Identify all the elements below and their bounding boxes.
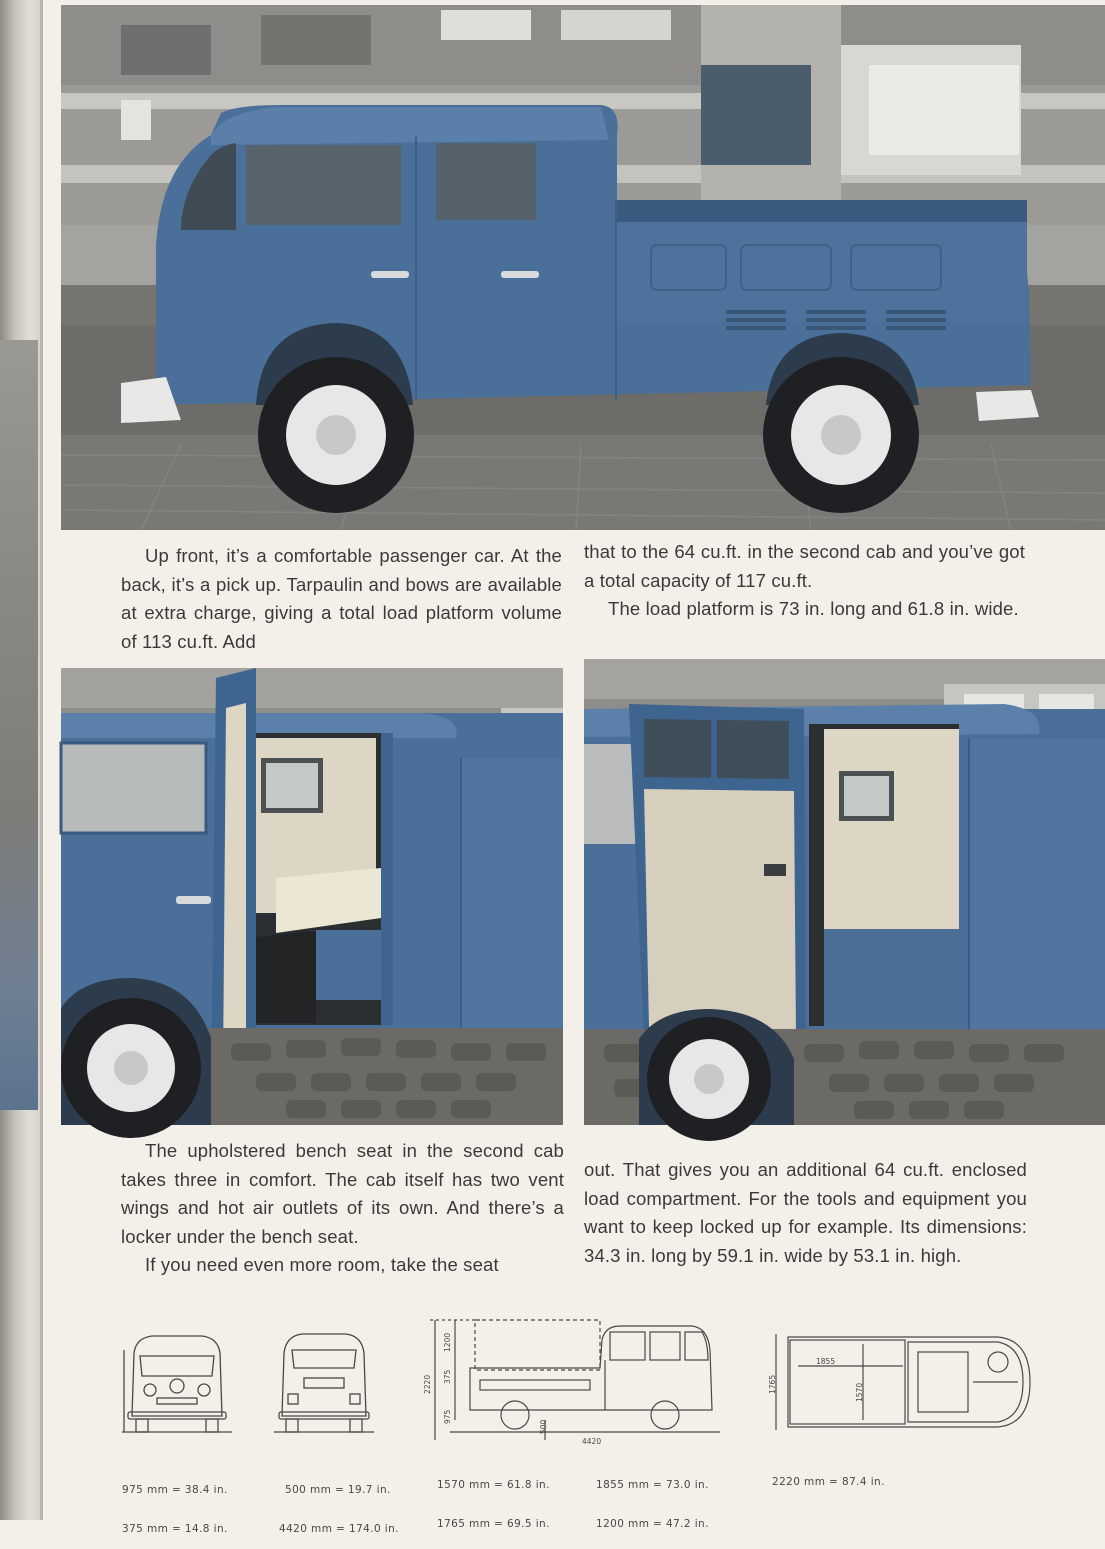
paragraph-load-platform: The load platform is 73 in. long and 61.8 in. wide. — [608, 598, 1019, 619]
photo-second-cab-bench-seat — [61, 668, 563, 1125]
dim-label-500: 500 — [539, 1419, 548, 1434]
rear-view-drawing — [274, 1328, 374, 1436]
conversion-group-1 — [122, 1458, 228, 1549]
diagram-rear-view — [274, 1328, 374, 1436]
conversion-group-4 — [596, 1453, 709, 1544]
diagram-top-view — [768, 1332, 1038, 1432]
text-column-top-left — [121, 542, 562, 656]
conversion-375: 375 mm = 14.8 in. — [122, 1523, 228, 1535]
conversion-1855: 1855 mm = 73.0 in. — [596, 1479, 709, 1491]
dim-label-375: 375 — [443, 1369, 452, 1384]
conversion-975: 975 mm = 38.4 in. — [122, 1484, 228, 1496]
text-column-top-right — [584, 538, 1025, 624]
load-compartment-illustration — [584, 659, 1105, 1125]
conversion-2220: 2220 mm = 87.4 in. — [772, 1476, 885, 1488]
photo-enclosed-load-compartment — [584, 659, 1105, 1125]
conversion-500: 500 mm = 19.7 in. — [285, 1484, 391, 1496]
conversion-4420: 4420 mm = 174.0 in. — [279, 1523, 399, 1535]
conversion-1765: 1765 mm = 69.5 in. — [437, 1518, 550, 1530]
paragraph-more-room: If you need even more room, take the seat — [145, 1254, 499, 1275]
conversion-1200: 1200 mm = 47.2 in. — [596, 1518, 709, 1530]
paragraph-total-capacity: that to the 64 cu.ft. in the second cab and you’ve got a total capacity of 117 cu.ft. — [584, 541, 1025, 591]
dim-label-1855: 1855 — [816, 1357, 836, 1366]
dim-label-1200: 1200 — [443, 1332, 452, 1352]
dim-label-975: 975 — [443, 1409, 452, 1424]
conversion-1570: 1570 mm = 61.8 in. — [437, 1479, 550, 1491]
paragraph-load-compartment: out. That gives you an additional 64 cu.ft. enclosed load compartment. For the tools and equipment you want to keep locked up for example. Its dimensions: 34.3 in. long by 59.1 in. wide by 53.1 in. high. — [584, 1159, 1027, 1266]
dim-label-1765: 1765 — [768, 1374, 777, 1394]
conversion-group-2 — [279, 1458, 399, 1549]
diagram-front-view — [122, 1328, 232, 1438]
paragraph-bench-seat: The upholstered bench seat in the second cab takes three in comfort. The cab itself has two vent wings and hot air outlets of its own. And there’s a locker under the bench seat. — [121, 1140, 564, 1247]
page-gutter-line — [40, 0, 43, 1520]
front-view-drawing — [122, 1328, 232, 1438]
bench-seat-illustration — [61, 668, 563, 1125]
side-view-drawing — [420, 1320, 725, 1450]
diagram-side-view — [420, 1320, 725, 1450]
dim-label-4420: 4420 — [582, 1437, 602, 1446]
dim-label-2220: 2220 — [423, 1374, 432, 1394]
pickup-side-illustration — [61, 5, 1105, 530]
photo-double-cab-pickup-side — [61, 5, 1105, 530]
top-view-drawing — [768, 1332, 1038, 1432]
conversion-group-3 — [437, 1453, 550, 1544]
paragraph-passenger-car: Up front, it’s a comfortable passenger car. At the back, it’s a pick up. Tarpaulin and bows are available at extra charge, giving a total load platform volume of 113 cu.ft. Add — [121, 545, 562, 652]
text-column-bottom-left — [121, 1137, 564, 1280]
adjacent-page-photo-strip — [0, 340, 38, 1110]
text-column-bottom-right — [584, 1156, 1027, 1270]
dim-label-1570: 1570 — [855, 1382, 864, 1402]
conversion-group-5 — [772, 1450, 885, 1502]
